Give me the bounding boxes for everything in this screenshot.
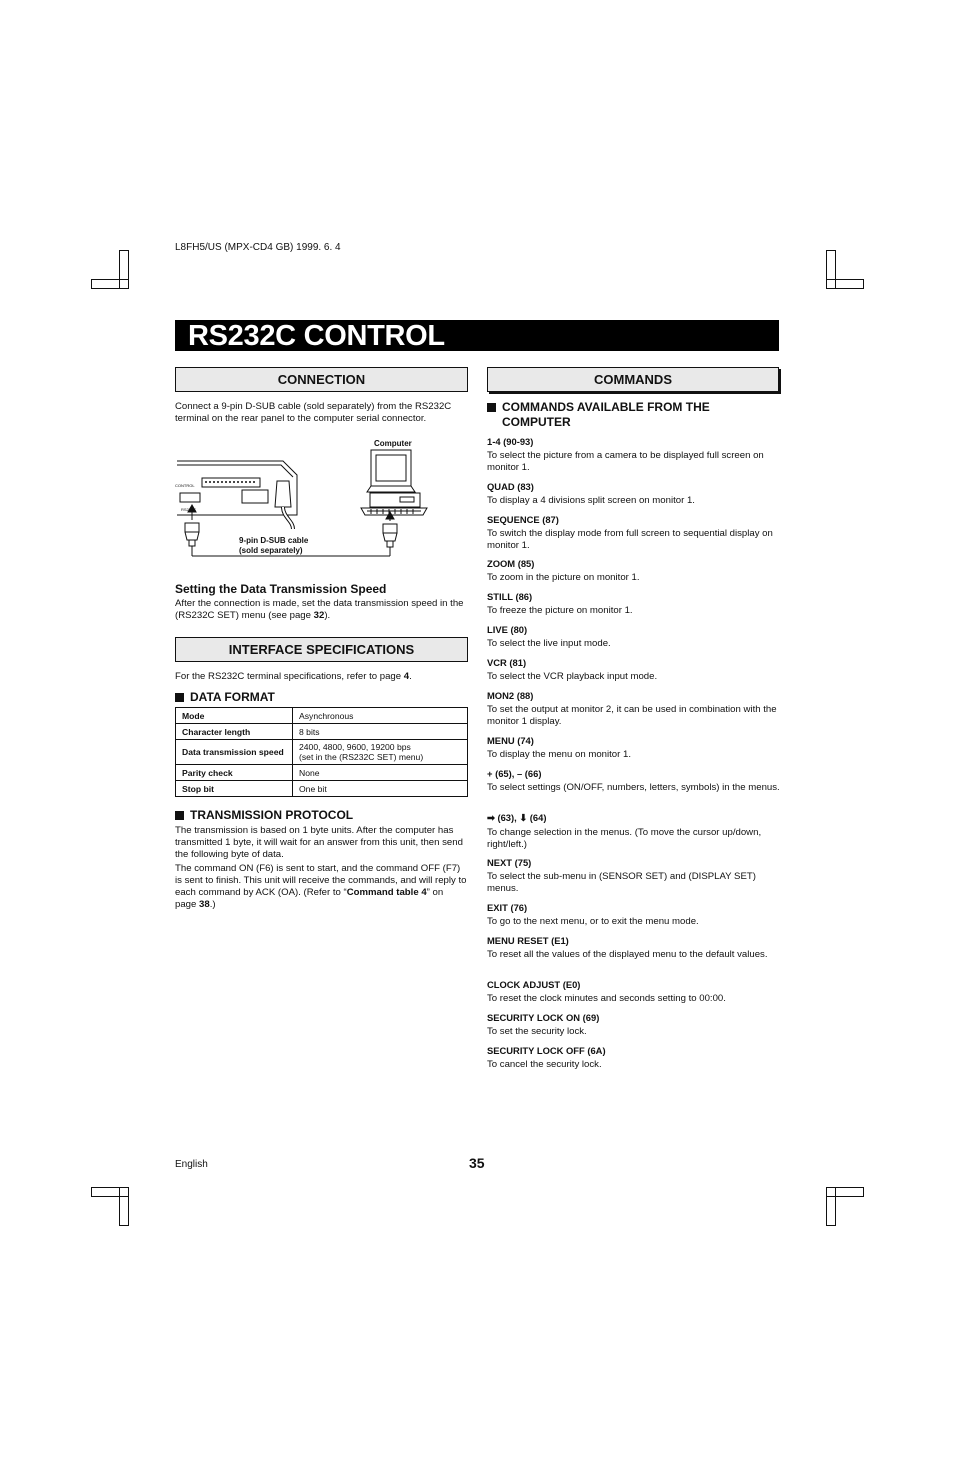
connection-text: Connect a 9-pin D-SUB cable (sold separately) from the RS232C terminal on the rear panel to the computer serial connector.: [175, 401, 452, 424]
command-item: [487, 558, 782, 584]
page-number: 35: [469, 1155, 485, 1171]
command-description: To select the picture from a camera to be displayed full screen on monitor 1.: [487, 450, 764, 473]
command-item: [487, 481, 782, 507]
command-name: ➡ (63), ⬇ (64): [487, 812, 547, 823]
crop-mark: [91, 1196, 128, 1197]
crop-mark: [826, 288, 864, 289]
commands-available-heading: COMMANDS AVAILABLE FROM THE COMPUTER: [487, 400, 777, 430]
crop-mark: [826, 250, 836, 251]
data-format-heading: DATA FORMAT: [175, 690, 275, 705]
crop-mark: [128, 250, 129, 289]
square-bullet-icon: [175, 811, 184, 820]
command-name: CLOCK ADJUST (E0): [487, 979, 581, 990]
crop-mark: [119, 1187, 120, 1226]
command-description: To select the VCR playback input mode.: [487, 671, 658, 682]
command-item: [487, 979, 782, 1005]
command-description: To reset the clock minutes and seconds setting to 00:00.: [487, 993, 726, 1004]
command-name: MON2 (88): [487, 690, 534, 701]
command-description: To set the output at monitor 2, it can be used in combination with the monitor 1 display.: [487, 704, 777, 727]
command-name: SEQUENCE (87): [487, 514, 559, 525]
command-item: [487, 735, 782, 761]
commands-heading: COMMANDS: [487, 367, 779, 392]
connection-illustration: [175, 437, 470, 562]
command-name: SECURITY LOCK OFF (6A): [487, 1045, 606, 1056]
speed-text: After the connection is made, set the data transmission speed in the (RS232C SET) menu (see page 32).: [175, 598, 464, 621]
command-name: SECURITY LOCK ON (69): [487, 1012, 600, 1023]
table-row: Data transmission speed 2400, 4800, 9600, 19200 bps (set in the (RS232C SET) menu): [176, 740, 468, 765]
crop-mark: [119, 250, 129, 251]
command-item: [487, 514, 782, 552]
command-description: To display the menu on monitor 1.: [487, 749, 631, 760]
panel-control-label: CONTROL: [175, 483, 195, 488]
speed-heading: Setting the Data Transmission Speed: [175, 582, 387, 596]
command-name: QUAD (83): [487, 481, 534, 492]
crop-mark: [91, 279, 128, 280]
command-item: [487, 902, 782, 928]
connection-diagram: [175, 437, 470, 562]
command-name: MENU (74): [487, 735, 534, 746]
crop-mark: [826, 250, 827, 289]
crop-mark: [128, 1187, 129, 1226]
crop-mark: [119, 1225, 129, 1226]
table-row: Parity check None: [176, 765, 468, 781]
square-bullet-icon: [175, 693, 184, 702]
document-id: L8FH5/US (MPX-CD4 GB) 1999. 6. 4: [175, 242, 341, 253]
command-description: To freeze the picture on monitor 1.: [487, 605, 633, 616]
command-item: [487, 857, 782, 895]
command-description: To display a 4 divisions split screen on monitor 1.: [487, 495, 695, 506]
crop-mark: [826, 279, 864, 280]
crop-mark: [835, 250, 836, 289]
data-format-table: [175, 707, 468, 797]
command-name: LIVE (80): [487, 624, 528, 635]
command-name: + (65), – (66): [487, 768, 542, 779]
command-description: To go to the next menu, or to exit the menu mode.: [487, 916, 699, 927]
command-name: STILL (86): [487, 591, 533, 602]
command-name: VCR (81): [487, 657, 527, 668]
crop-mark: [826, 1225, 836, 1226]
command-description: To select settings (ON/OFF, numbers, letters, symbols) in the menus.: [487, 782, 780, 793]
crop-mark: [863, 1187, 864, 1197]
command-item: [487, 591, 782, 617]
protocol-text-1: The transmission is based on 1 byte units. After the computer has transmitted 1 byte, it will wait for an answer from this unit, then send the following byte of data.: [175, 825, 463, 860]
interface-heading: INTERFACE SPECIFICATIONS: [175, 637, 468, 662]
command-name: 1-4 (90-93): [487, 436, 534, 447]
cable-label: 9-pin D-SUB cable (sold separately): [239, 536, 309, 555]
command-name: ZOOM (85): [487, 558, 535, 569]
table-row: Character length 8 bits: [176, 724, 468, 740]
crop-mark: [835, 1187, 836, 1226]
command-item: [487, 657, 782, 683]
command-description: To select the sub-menu in (SENSOR SET) and (DISPLAY SET) menus.: [487, 871, 756, 894]
crop-mark: [91, 288, 128, 289]
command-description: To change selection in the menus. (To move the cursor up/down, right/left.): [487, 827, 762, 850]
command-item: [487, 935, 782, 961]
interface-intro: For the RS232C terminal specifications, refer to page 4.: [175, 671, 412, 682]
command-description: To reset all the values of the displayed menu to the default values.: [487, 949, 768, 960]
command-description: To select the live input mode.: [487, 638, 611, 649]
command-item: [487, 690, 782, 728]
command-item: [487, 1012, 782, 1038]
page-title: RS232C CONTROL: [175, 320, 779, 351]
command-name: NEXT (75): [487, 857, 532, 868]
command-item: [487, 624, 782, 650]
crop-mark: [119, 250, 120, 289]
square-bullet-icon: [487, 403, 496, 412]
table-row: Mode Asynchronous: [176, 708, 468, 724]
command-item: [487, 768, 782, 794]
connection-heading: CONNECTION: [175, 367, 468, 392]
command-description: To switch the display mode from full screen to sequential display on monitor 1.: [487, 528, 773, 551]
protocol-text-2: The command ON (F6) is sent to start, and the command OFF (F7) is sent to finish. This unit will receive the commands, and will reply to each command by ACK (OA). (Refer to “Command table 4” on page 38.): [175, 863, 467, 910]
footer-language: English: [175, 1159, 208, 1170]
command-item: [487, 812, 782, 851]
command-item: [487, 436, 782, 474]
crop-mark: [91, 1187, 128, 1188]
panel-rs232c-label: RS232C: [181, 507, 197, 512]
table-row: Stop bit One bit: [176, 781, 468, 797]
command-description: To zoom in the picture on monitor 1.: [487, 572, 640, 583]
protocol-heading: TRANSMISSION PROTOCOL: [175, 808, 353, 823]
crop-mark: [91, 279, 92, 289]
crop-mark: [91, 1187, 92, 1197]
command-name: EXIT (76): [487, 902, 528, 913]
computer-label: Computer: [374, 439, 412, 448]
command-description: To cancel the security lock.: [487, 1059, 602, 1070]
command-name: MENU RESET (E1): [487, 935, 569, 946]
command-item: [487, 1045, 782, 1071]
crop-mark: [826, 1187, 827, 1226]
crop-mark: [826, 1187, 864, 1188]
crop-mark: [863, 279, 864, 289]
crop-mark: [826, 1196, 864, 1197]
command-description: To set the security lock.: [487, 1026, 587, 1037]
